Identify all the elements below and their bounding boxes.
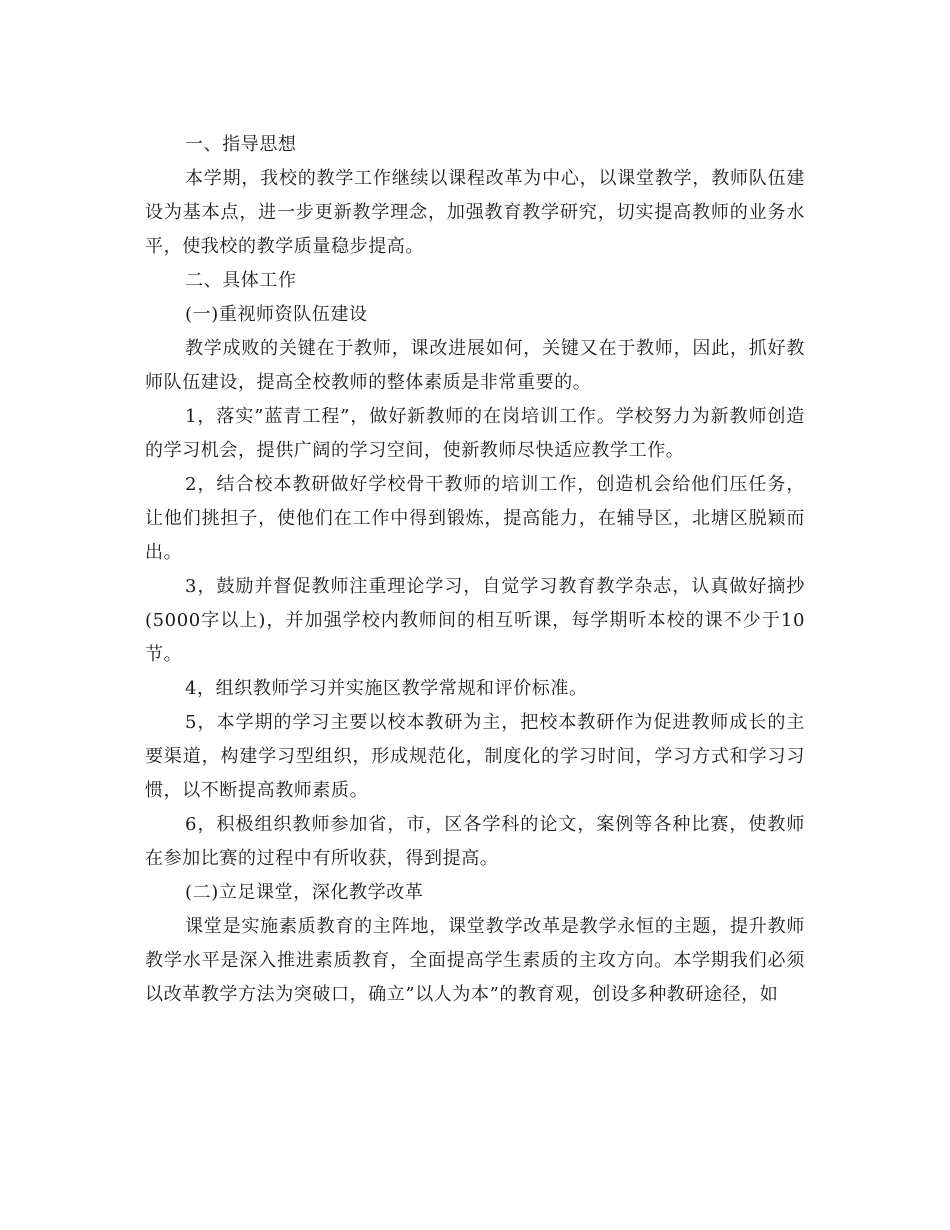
list-item: 4，组织教师学习并实施区教学常规和评价标准。 [185, 678, 588, 699]
subheading-teacher-team: (一)重视师资队伍建设 [185, 304, 368, 325]
paragraph: 本学期，我校的教学工作继续以课程改革为中心，以课堂教学，教师队伍建设为基本点，进一步更新教学理念，加强教育教学研究，切实提高教师的业务水平，使我校的教学质量稳步提高。 [145, 168, 805, 257]
paragraph: 教学成败的关键在于教师，课改进展如何，关键又在于教师，因此，抓好教师队伍建设，提高全校教师的整体素质是非常重要的。 [145, 338, 805, 393]
heading-guiding-ideology: 一、指导思想 [185, 134, 297, 155]
list-item: 6，积极组织教师参加省，市，区各学科的论文，案例等各种比赛，使教师在参加比赛的过程中有所收获，得到提高。 [145, 814, 805, 869]
list-item: 2，结合校本教研做好学校骨干教师的培训工作，创造机会给他们压任务，让他们挑担子，使他们在工作中得到锻炼，提高能力，在辅导区，北塘区脱颖而出。 [145, 474, 805, 563]
list-item: 1，落实”蓝青工程”，做好新教师的在岗培训工作。学校努力为新教师创造的学习机会，提供广阔的学习空间，使新教师尽快适应教学工作。 [145, 406, 805, 461]
list-item: 5，本学期的学习主要以校本教研为主，把校本教研作为促进教师成长的主要渠道，构建学习型组织，形成规范化，制度化的学习时间，学习方式和学习习惯，以不断提高教师素质。 [145, 712, 805, 801]
heading-specific-work: 二、具体工作 [185, 270, 297, 291]
list-item: 3，鼓励并督促教师注重理论学习，自觉学习教育教学杂志，认真做好摘抄(5000字以上)，并加强学校内教师间的相互听课，每学期听本校的课不少于10节。 [145, 576, 805, 665]
subheading-classroom-reform: (二)立足课堂，深化教学改革 [185, 882, 424, 903]
document-body [145, 128, 805, 1012]
paragraph: 课堂是实施素质教育的主阵地，课堂教学改革是教学永恒的主题，提升教师教学水平是深入推进素质教育，全面提高学生素质的主攻方向。本学期我们必须以改革教学方法为突破口，确立”以人为本”的教育观，创设多种教研途径，如 [145, 916, 805, 1005]
